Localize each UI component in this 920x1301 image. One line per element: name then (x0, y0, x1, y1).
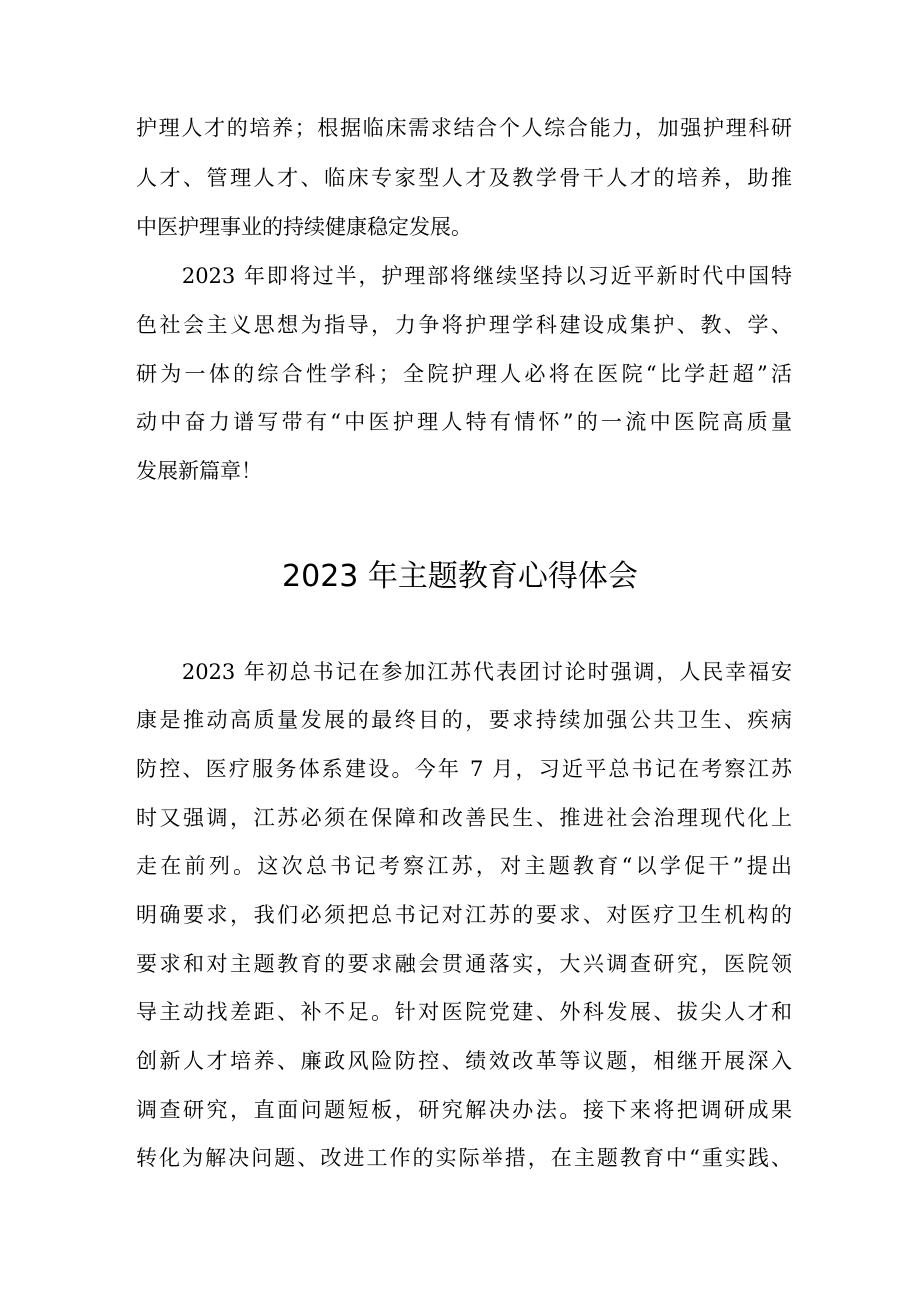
text-line: 走在前列。这次总书记考察江苏，对主题教育“以学促干”提出 (136, 854, 792, 878)
text-line: 护理人才的培养；根据临床需求结合个人综合能力，加强护理科研 (136, 116, 792, 140)
text-line: 康是推动高质量发展的最终目的，要求持续加强公共卫生、疾病 (136, 708, 792, 732)
text-line: 明确要求，我们必须把总书记对江苏的要求、对医疗卫生机构的 (136, 903, 792, 927)
text-line: 转化为解决问题、改进工作的实际举措，在主题教育中“重实践、 (136, 1146, 792, 1170)
text-line: 导主动找差距、补不足。针对医院党建、外科发展、拔尖人才和 (136, 1000, 792, 1024)
text-line: 创新人才培养、廉政风险防控、绩效改革等议题，相继开展深入 (136, 1049, 792, 1073)
text-line: 人才、管理人才、临床专家型人才及教学骨干人才的培养，助推 (136, 166, 792, 190)
text-line: 防控、医疗服务体系建设。今年 7 月，习近平总书记在考察江苏 (136, 757, 792, 781)
text-line: 色社会主义思想为指导，力争将护理学科建设成集护、教、学、 (136, 313, 792, 337)
text-line: 发展新篇章！ (136, 459, 262, 483)
text-line: 研为一体的综合性学科；全院护理人必将在医院“比学赶超”活 (136, 362, 792, 386)
text-line: 调查研究，直面问题短板，研究解决办法。接下来将把调研成果 (136, 1098, 792, 1122)
article-title: 2023 年主题教育心得体会 (282, 559, 638, 594)
text-line: 2023 年即将过半，护理部将继续坚持以习近平新时代中国特 (136, 264, 792, 288)
text-line: 中医护理事业的持续健康稳定发展。 (136, 215, 472, 239)
text-line: 动中奋力谱写带有“中医护理人特有情怀”的一流中医院高质量 (136, 410, 792, 434)
text-line: 时又强调，江苏必须在保障和改善民生、推进社会治理现代化上 (136, 806, 792, 830)
text-line: 2023 年初总书记在参加江苏代表团讨论时强调，人民幸福安 (136, 660, 792, 684)
text-line: 要求和对主题教育的要求融会贯通落实，大兴调查研究，医院领 (136, 952, 792, 976)
